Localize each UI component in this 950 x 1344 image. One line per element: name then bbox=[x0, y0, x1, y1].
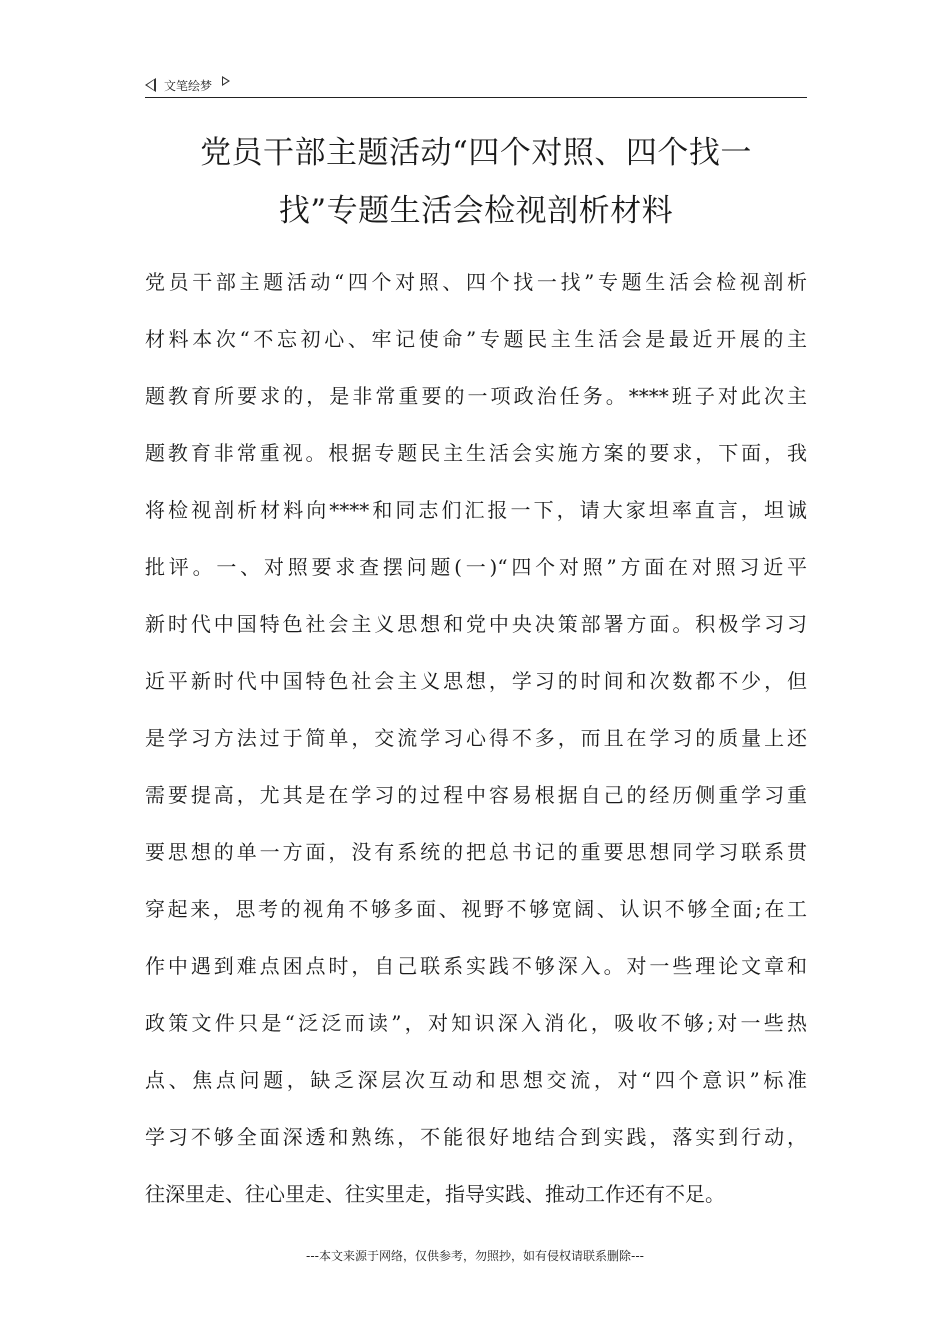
document-body bbox=[145, 254, 807, 1223]
body-line: 点、焦点问题，缺乏深层次互动和思想交流，对“四个意识”标准 bbox=[145, 1068, 807, 1092]
body-line: 将检视剖析材料向****和同志们汇报一下，请大家坦率直言，坦诚 bbox=[145, 498, 807, 522]
body-line: 材料本次“不忘初心、牢记使命”专题民主生活会是最近开展的主 bbox=[145, 327, 807, 351]
body-line: 近平新时代中国特色社会主义思想，学习的时间和次数都不少，但 bbox=[145, 669, 807, 693]
body-line: 需要提高，尤其是在学习的过程中容易根据自己的经历侧重学习重 bbox=[145, 783, 807, 807]
triangle-right-icon bbox=[222, 76, 230, 86]
title-line-1: 党员干部主题活动“四个对照、四个找一 bbox=[200, 135, 752, 171]
body-line: 批评。一、对照要求查摆问题(一)“四个对照”方面在对照习近平 bbox=[145, 555, 807, 579]
body-line: 新时代中国特色社会主义思想和党中央决策部署方面。积极学习习 bbox=[145, 612, 807, 636]
body-line: 要思想的单一方面，没有系统的把总书记的重要思想同学习联系贯 bbox=[145, 840, 807, 864]
header-brand: 文笔绘梦 bbox=[164, 78, 213, 93]
page-header bbox=[145, 74, 807, 96]
body-line: 党员干部主题活动“四个对照、四个找一找”专题生活会检视剖析 bbox=[145, 270, 807, 294]
body-line: 穿起来，思考的视角不够多面、视野不够宽阔、认识不够全面;在工 bbox=[145, 897, 807, 921]
triangle-left-icon bbox=[145, 78, 156, 92]
title-line-2: 找”专题生活会检视剖析材料 bbox=[278, 193, 674, 229]
body-line: 往深里走、往心里走、往实里走，指导实践、推动工作还有不足。 bbox=[145, 1182, 725, 1206]
body-line: 作中遇到难点困点时，自己联系实践不够深入。对一些理论文章和 bbox=[145, 954, 807, 978]
body-line: 题教育非常重视。根据专题民主生活会实施方案的要求，下面，我 bbox=[145, 441, 807, 465]
body-line: 学习不够全面深透和熟练，不能很好地结合到实践，落实到行动， bbox=[145, 1125, 807, 1149]
document-title bbox=[145, 124, 807, 240]
body-line: 是学习方法过于简单，交流学习心得不多，而且在学习的质量上还 bbox=[145, 726, 807, 750]
footer-notice: ---本文来源于网络，仅供参考，勿照抄，如有侵权请联系删除--- bbox=[306, 1249, 644, 1263]
header-divider bbox=[145, 97, 807, 98]
body-line: 题教育所要求的，是非常重要的一项政治任务。****班子对此次主 bbox=[145, 384, 807, 408]
body-line: 政策文件只是“泛泛而读”，对知识深入消化，吸收不够;对一些热 bbox=[145, 1011, 807, 1035]
